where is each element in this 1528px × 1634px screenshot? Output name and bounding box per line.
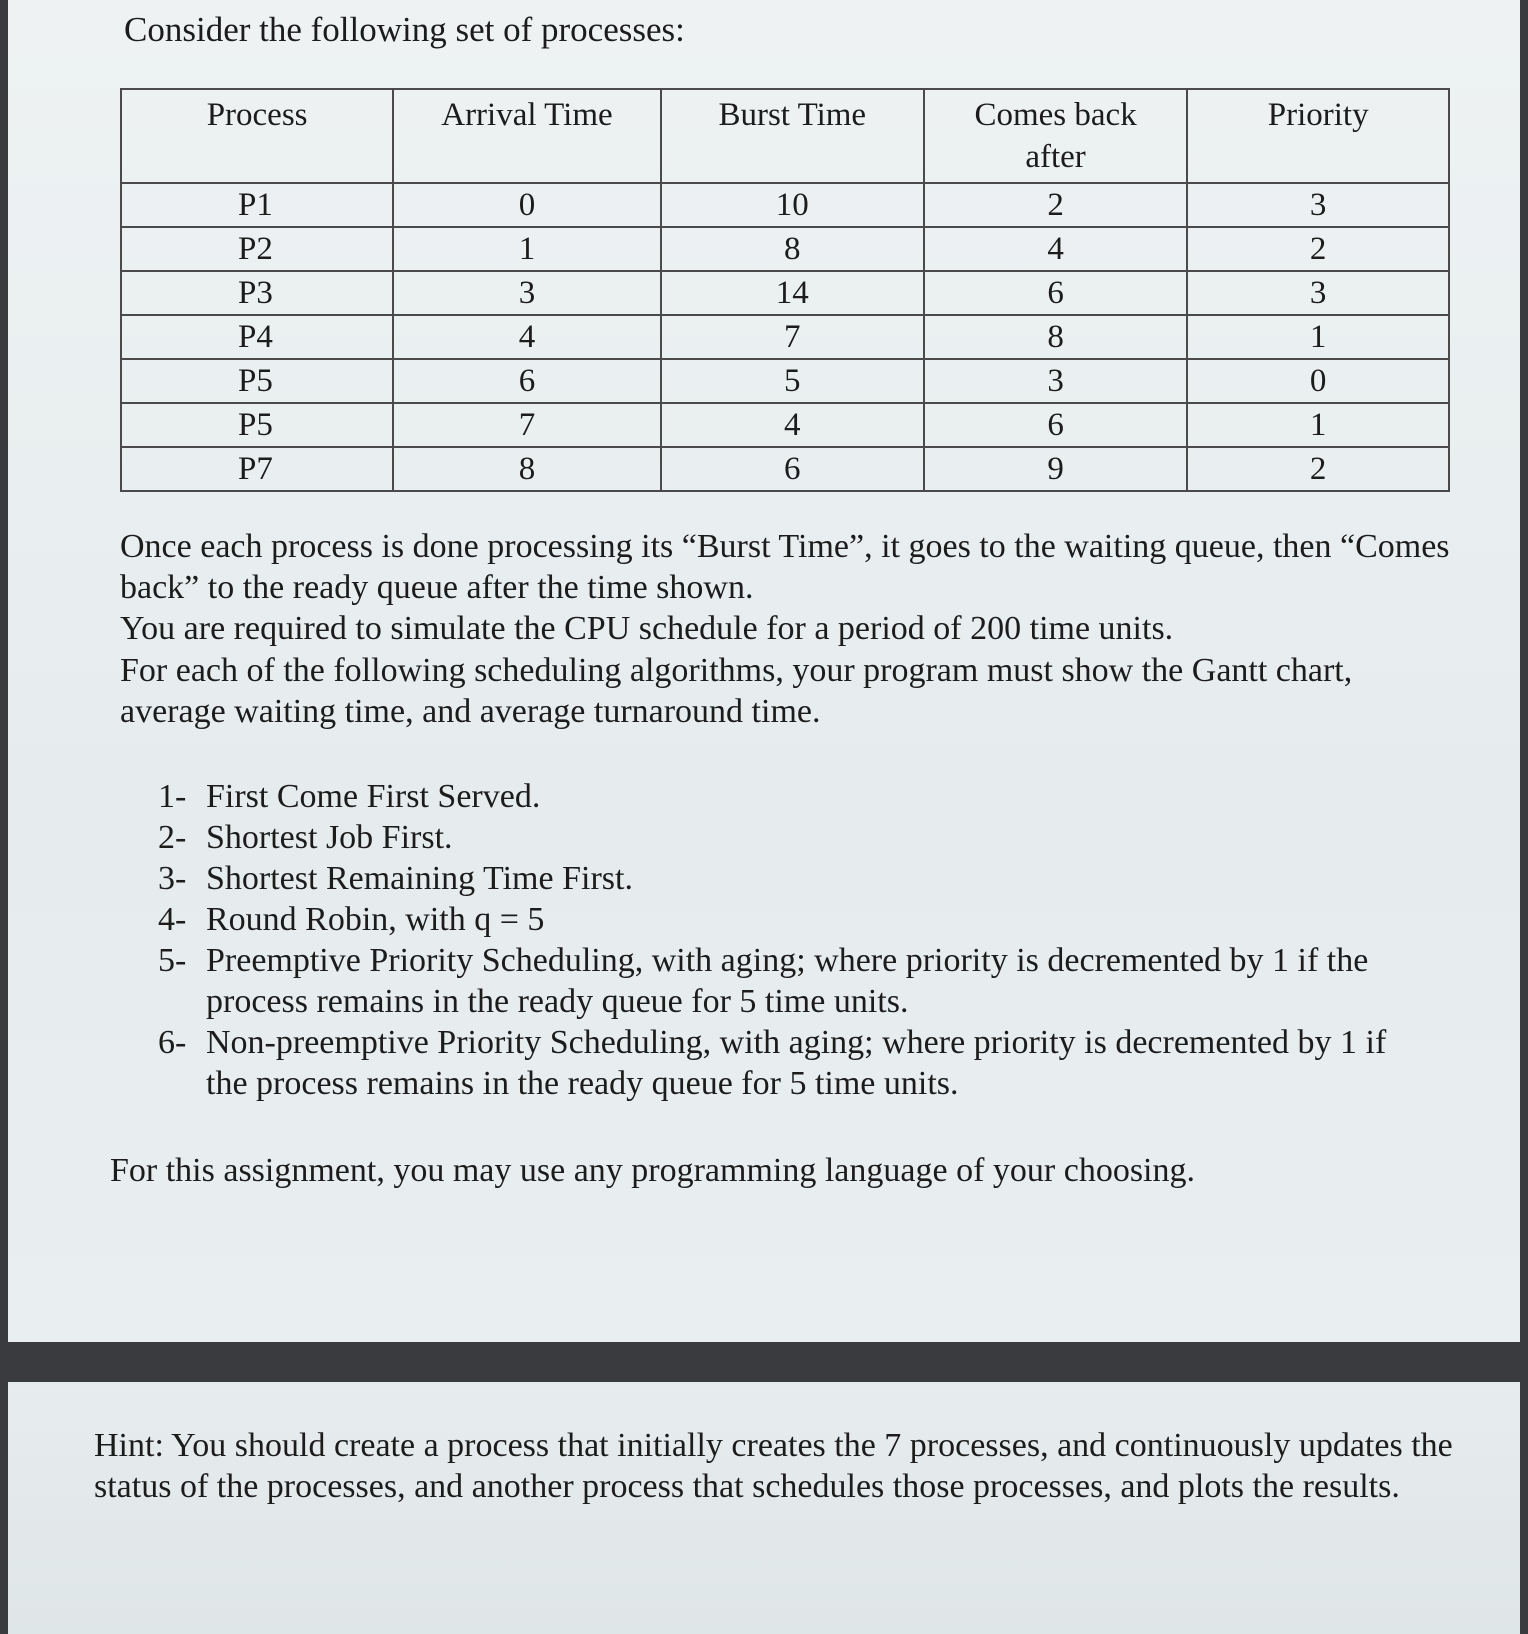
table-row — [121, 315, 1449, 359]
cell-process: P5 — [121, 359, 393, 403]
table-row — [121, 403, 1449, 447]
cell-priority: 3 — [1187, 271, 1449, 315]
table-row — [121, 227, 1449, 271]
cell-arrival: 0 — [393, 183, 660, 227]
cell-burst: 5 — [661, 359, 924, 403]
algorithm-list — [158, 776, 1428, 1104]
list-item — [158, 940, 1428, 1022]
cell-comes-back: 3 — [924, 359, 1187, 403]
list-item-number: 3- — [158, 860, 187, 897]
cell-arrival: 1 — [393, 227, 660, 271]
header-arrival-time: Arrival Time — [393, 89, 660, 183]
cell-process: P7 — [121, 447, 393, 491]
cell-arrival: 8 — [393, 447, 660, 491]
table-row — [121, 359, 1449, 403]
header-burst-time: Burst Time — [661, 89, 924, 183]
list-item-number: 4- — [158, 901, 187, 938]
cell-process: P2 — [121, 227, 393, 271]
paragraph-required: You are required to simulate the CPU schedule for a period of 200 time units. — [120, 610, 1174, 647]
cell-priority: 1 — [1187, 403, 1449, 447]
cell-comes-back: 8 — [924, 315, 1187, 359]
list-item — [158, 817, 1428, 858]
list-item-number: 1- — [158, 778, 187, 815]
list-item — [158, 776, 1428, 817]
cell-arrival: 3 — [393, 271, 660, 315]
list-item — [158, 858, 1428, 899]
cell-comes-back: 6 — [924, 271, 1187, 315]
cell-process: P4 — [121, 315, 393, 359]
cell-arrival: 6 — [393, 359, 660, 403]
list-item-number: 2- — [158, 819, 187, 856]
list-item-text: Shortest Remaining Time First. — [206, 860, 633, 897]
cell-burst: 6 — [661, 447, 924, 491]
cell-priority: 2 — [1187, 227, 1449, 271]
list-item-text: Round Robin, with q = 5 — [206, 901, 545, 938]
list-item — [158, 1022, 1428, 1104]
hint-sheet — [8, 1382, 1520, 1634]
header-comes-back-after — [924, 89, 1187, 183]
header-comes-back-line2: after — [1025, 139, 1086, 175]
cell-comes-back: 4 — [924, 227, 1187, 271]
assignment-sheet — [8, 0, 1520, 1342]
paragraph-assignment: For this assignment, you may use any programming language of your choosing. — [110, 1152, 1195, 1189]
cell-arrival: 7 — [393, 403, 660, 447]
list-item-text: First Come First Served. — [206, 778, 541, 815]
process-table — [120, 88, 1450, 492]
page-heading: Consider the following set of processes: — [124, 10, 685, 49]
cell-arrival: 4 — [393, 315, 660, 359]
cell-burst: 10 — [661, 183, 924, 227]
table-header-row — [121, 89, 1449, 183]
cell-burst: 4 — [661, 403, 924, 447]
table-row — [121, 447, 1449, 491]
cell-burst: 7 — [661, 315, 924, 359]
paragraph-once-each: Once each process is done processing its “Burst Time”, it goes to the waiting queue, then “Comes back” to the ready queue after the time shown. — [120, 528, 1450, 606]
paragraph-for-each: For each of the following scheduling algorithms, your program must show the Gantt chart, average waiting time, and average turnaround time. — [120, 652, 1353, 730]
cell-priority: 3 — [1187, 183, 1449, 227]
list-item-text: Preemptive Priority Scheduling, with aging; where priority is decremented by 1 if the process remains in the ready queue for 5 time units. — [206, 942, 1369, 1020]
list-item-text: Non-preemptive Priority Scheduling, with aging; where priority is decremented by 1 if the process remains in the ready queue for 5 time units. — [206, 1024, 1387, 1102]
header-priority: Priority — [1187, 89, 1449, 183]
table-row — [121, 271, 1449, 315]
cell-process: P1 — [121, 183, 393, 227]
cell-comes-back: 6 — [924, 403, 1187, 447]
cell-comes-back: 9 — [924, 447, 1187, 491]
cell-burst: 8 — [661, 227, 924, 271]
cell-process: P5 — [121, 403, 393, 447]
header-comes-back-line1: Comes back — [974, 97, 1137, 133]
list-item-number: 6- — [158, 1024, 187, 1061]
cell-process: P3 — [121, 271, 393, 315]
table-row — [121, 183, 1449, 227]
list-item-text: Shortest Job First. — [206, 819, 453, 856]
cell-priority: 2 — [1187, 447, 1449, 491]
list-item-number: 5- — [158, 942, 187, 979]
cell-priority: 1 — [1187, 315, 1449, 359]
cell-priority: 0 — [1187, 359, 1449, 403]
cell-burst: 14 — [661, 271, 924, 315]
header-process: Process — [121, 89, 393, 183]
list-item — [158, 899, 1428, 940]
cell-comes-back: 2 — [924, 183, 1187, 227]
paragraph-hint: Hint: You should create a process that initially creates the 7 processes, and continuously updates the status of the processes, and another process that schedules those processes, and plots the results. — [94, 1427, 1453, 1505]
